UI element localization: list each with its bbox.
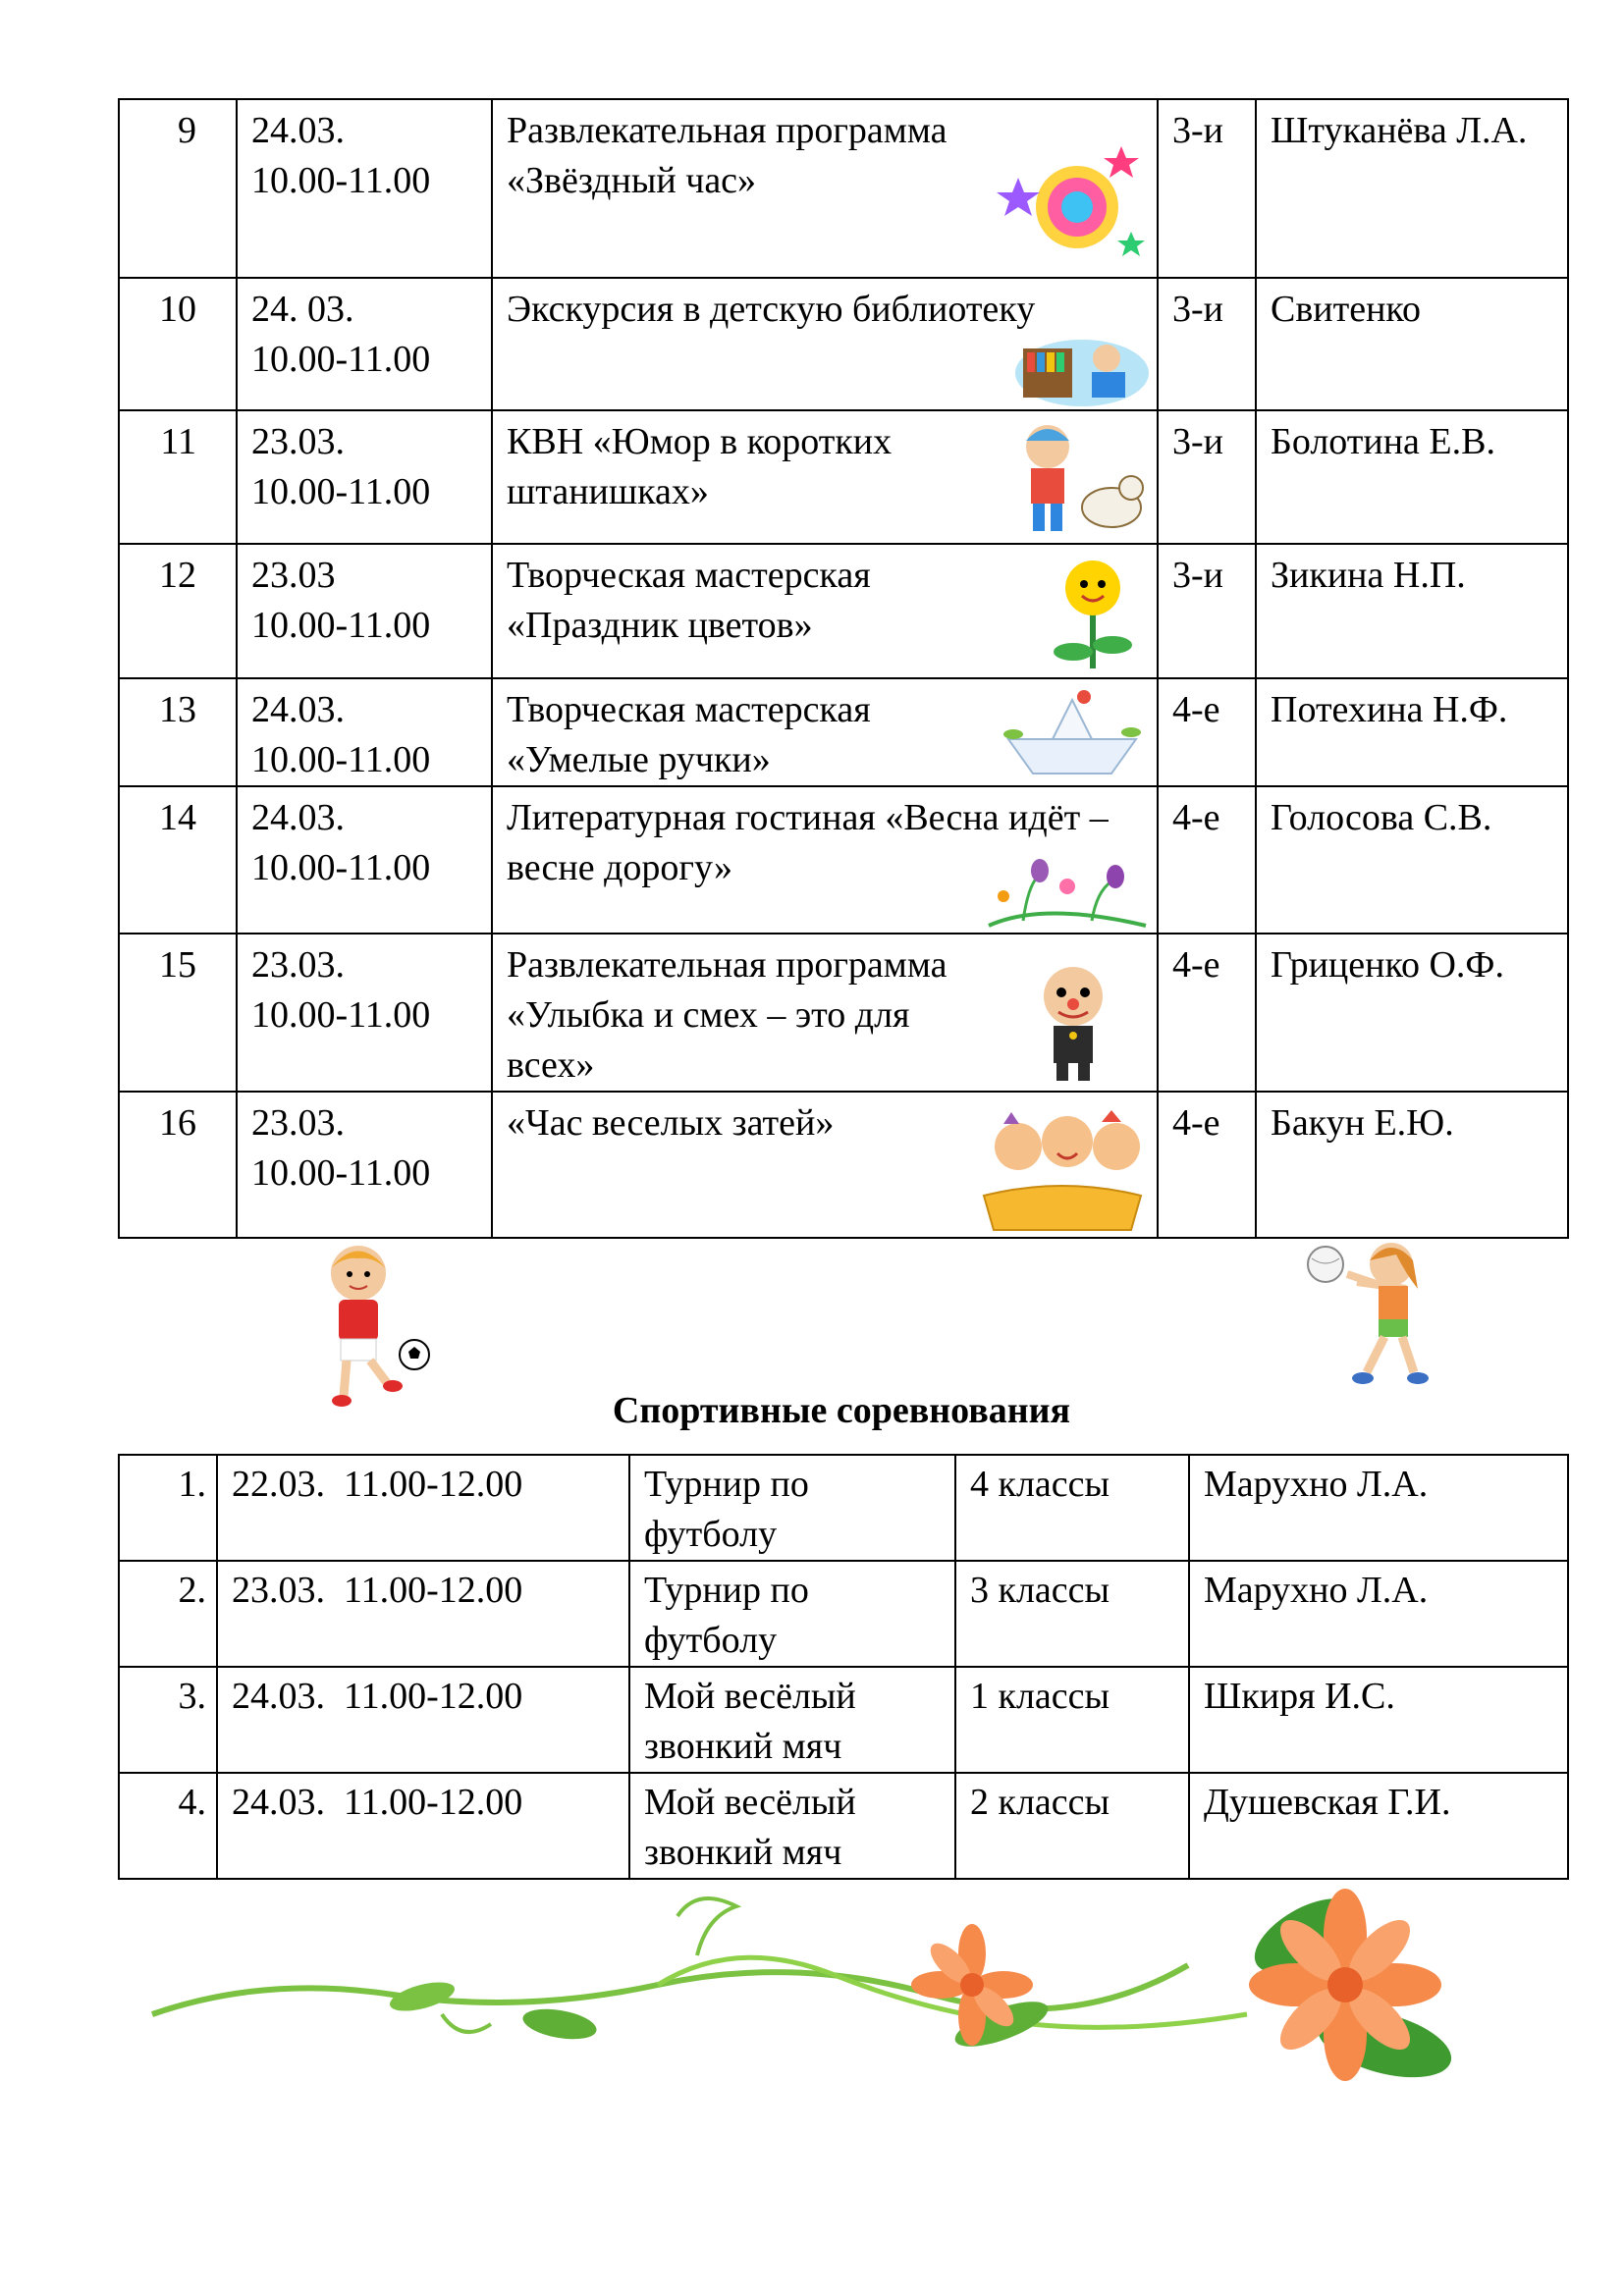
table-row bbox=[119, 1773, 1568, 1879]
row-title: Турнир по футболу bbox=[629, 1561, 955, 1667]
row-title bbox=[492, 544, 1158, 678]
title-text: КВН «Юмор в коротких штанишках» bbox=[507, 421, 893, 512]
events-table bbox=[118, 98, 1569, 1239]
time: 10.00-11.00 bbox=[251, 1152, 431, 1194]
soccer-boy-icon bbox=[314, 1239, 437, 1411]
row-title bbox=[492, 678, 1158, 786]
row-person: Марухно Л.А. bbox=[1189, 1455, 1568, 1561]
row-datetime: 24.03. 11.00-12.00 bbox=[217, 1667, 629, 1773]
time: 10.00-11.00 bbox=[251, 739, 431, 780]
row-grade: 4-е bbox=[1158, 1092, 1256, 1238]
row-title bbox=[492, 99, 1158, 278]
stars-icon bbox=[994, 138, 1151, 271]
row-number: 14 bbox=[119, 786, 237, 934]
row-date bbox=[237, 678, 492, 786]
row-title bbox=[492, 786, 1158, 934]
time: 10.00-11.00 bbox=[251, 160, 431, 201]
row-date bbox=[237, 410, 492, 544]
title-text: «Час веселых затей» bbox=[507, 1102, 835, 1144]
time: 10.00-11.00 bbox=[251, 605, 431, 646]
row-person: Душевская Г.И. bbox=[1189, 1773, 1568, 1879]
spring-flowers-icon bbox=[984, 847, 1151, 931]
title-text: Развлекательная программа «Звёздный час» bbox=[507, 110, 947, 201]
row-person: Гриценко О.Ф. bbox=[1256, 934, 1568, 1092]
row-title: Турнир по футболу bbox=[629, 1455, 955, 1561]
row-title bbox=[492, 278, 1158, 410]
row-person: Болотина Е.В. bbox=[1256, 410, 1568, 544]
date: 24.03. bbox=[251, 797, 345, 838]
row-date bbox=[237, 934, 492, 1092]
clown-icon bbox=[1029, 957, 1117, 1085]
row-title bbox=[492, 410, 1158, 544]
row-number: 2. bbox=[119, 1561, 217, 1667]
row-date bbox=[237, 99, 492, 278]
flower-vine-icon bbox=[147, 1877, 1522, 2093]
row-datetime: 23.03. 11.00-12.00 bbox=[217, 1561, 629, 1667]
row-person: Марухно Л.А. bbox=[1189, 1561, 1568, 1667]
date: 24. 03. bbox=[251, 289, 354, 330]
row-number: 15 bbox=[119, 934, 237, 1092]
row-date bbox=[237, 786, 492, 934]
row-date bbox=[237, 278, 492, 410]
boy-laughing-icon bbox=[1013, 419, 1151, 537]
row-datetime: 22.03. 11.00-12.00 bbox=[217, 1455, 629, 1561]
row-grade: 1 классы bbox=[955, 1667, 1189, 1773]
table-row bbox=[119, 410, 1568, 544]
row-person: Голосова С.В. bbox=[1256, 786, 1568, 934]
row-person: Свитенко bbox=[1256, 278, 1568, 410]
flower-icon bbox=[1049, 559, 1137, 671]
table-row bbox=[119, 1092, 1568, 1238]
row-person: Зикина Н.П. bbox=[1256, 544, 1568, 678]
row-title: Мой весёлый звонкий мяч bbox=[629, 1667, 955, 1773]
time: 10.00-11.00 bbox=[251, 994, 431, 1036]
row-grade: 3-и bbox=[1158, 99, 1256, 278]
table-row bbox=[119, 1561, 1568, 1667]
paper-boat-icon bbox=[994, 685, 1151, 783]
title-text: Творческая мастерская «Праздник цветов» bbox=[507, 555, 871, 646]
row-person: Шкиря И.С. bbox=[1189, 1667, 1568, 1773]
row-grade: 2 классы bbox=[955, 1773, 1189, 1879]
date: 23.03. bbox=[251, 421, 345, 462]
row-person: Потехина Н.Ф. bbox=[1256, 678, 1568, 786]
row-number: 10 bbox=[119, 278, 237, 410]
table-row bbox=[119, 278, 1568, 410]
row-number: 16 bbox=[119, 1092, 237, 1238]
table-row bbox=[119, 786, 1568, 934]
row-date bbox=[237, 544, 492, 678]
row-title bbox=[492, 1092, 1158, 1238]
row-number: 3. bbox=[119, 1667, 217, 1773]
time: 10.00-11.00 bbox=[251, 339, 431, 380]
title-text: Творческая мастерская «Умелые ручки» bbox=[507, 689, 871, 780]
row-grade: 3 классы bbox=[955, 1561, 1189, 1667]
sports-table bbox=[118, 1454, 1569, 1880]
time: 10.00-11.00 bbox=[251, 471, 431, 512]
date: 24.03. bbox=[251, 689, 345, 730]
row-number: 9 bbox=[119, 99, 237, 278]
date: 23.03. bbox=[251, 944, 345, 986]
table-row bbox=[119, 1667, 1568, 1773]
row-grade: 4-е bbox=[1158, 678, 1256, 786]
time: 10.00-11.00 bbox=[251, 847, 431, 888]
row-date bbox=[237, 1092, 492, 1238]
row-number: 13 bbox=[119, 678, 237, 786]
row-title bbox=[492, 934, 1158, 1092]
row-person: Штуканёва Л.А. bbox=[1256, 99, 1568, 278]
date: 23.03. bbox=[251, 1102, 345, 1144]
volleyball-girl-icon bbox=[1298, 1235, 1450, 1392]
row-person: Бакун Е.Ю. bbox=[1256, 1092, 1568, 1238]
date: 23.03 bbox=[251, 555, 336, 596]
row-grade: 3-и bbox=[1158, 410, 1256, 544]
table-row bbox=[119, 544, 1568, 678]
row-number: 1. bbox=[119, 1455, 217, 1561]
row-number: 11 bbox=[119, 410, 237, 544]
row-datetime: 24.03. 11.00-12.00 bbox=[217, 1773, 629, 1879]
title-text: Развлекательная программа «Улыбка и смех – это для всех» bbox=[507, 944, 947, 1086]
row-grade: 4-е bbox=[1158, 934, 1256, 1092]
date: 24.03. bbox=[251, 110, 345, 151]
row-grade: 4-е bbox=[1158, 786, 1256, 934]
sports-heading: Спортивные соревнования bbox=[612, 1390, 1071, 1431]
row-number: 4. bbox=[119, 1773, 217, 1879]
table-row bbox=[119, 678, 1568, 786]
row-grade: 3-и bbox=[1158, 278, 1256, 410]
kids-sled-icon bbox=[974, 1102, 1151, 1235]
table-row bbox=[119, 1455, 1568, 1561]
table-row bbox=[119, 934, 1568, 1092]
row-grade: 4 классы bbox=[955, 1455, 1189, 1561]
row-number: 12 bbox=[119, 544, 237, 678]
table-row bbox=[119, 99, 1568, 278]
title-text: Литературная гостиная «Весна идёт – весне дорогу» bbox=[507, 797, 1109, 888]
row-title: Мой весёлый звонкий мяч bbox=[629, 1773, 955, 1879]
library-icon bbox=[1013, 329, 1151, 407]
row-grade: 3-и bbox=[1158, 544, 1256, 678]
title-text: Экскурсия в детскую библиотеку bbox=[507, 289, 1036, 330]
